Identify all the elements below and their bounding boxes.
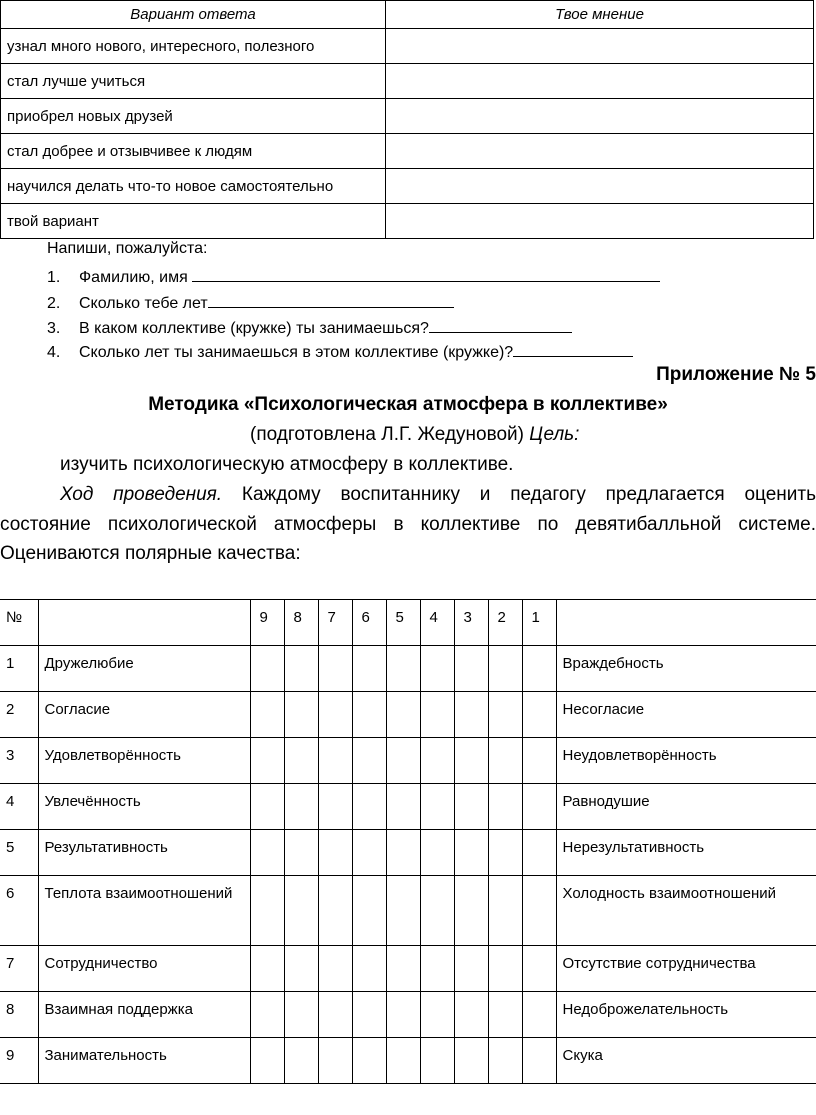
answers-row bbox=[1, 99, 814, 134]
rating-row bbox=[0, 1038, 816, 1084]
question-text: Фамилию, имя bbox=[79, 269, 193, 286]
score-cell[interactable] bbox=[420, 830, 454, 876]
score-header: 1 bbox=[522, 600, 556, 646]
score-cell[interactable] bbox=[318, 946, 352, 992]
score-cell[interactable] bbox=[522, 876, 556, 946]
positive-quality: Сотрудничество bbox=[38, 946, 250, 992]
score-cell[interactable] bbox=[318, 876, 352, 946]
question-item bbox=[47, 341, 633, 362]
score-cell[interactable] bbox=[454, 876, 488, 946]
answer-option: стал лучше учиться bbox=[1, 64, 386, 99]
negative-quality: Отсутствие сотрудничества bbox=[556, 946, 816, 992]
score-header: 6 bbox=[352, 600, 386, 646]
rating-row bbox=[0, 992, 816, 1038]
score-cell[interactable] bbox=[522, 738, 556, 784]
score-cell[interactable] bbox=[488, 784, 522, 830]
score-cell[interactable] bbox=[318, 692, 352, 738]
score-cell[interactable] bbox=[488, 646, 522, 692]
score-cell[interactable] bbox=[318, 1038, 352, 1084]
score-cell[interactable] bbox=[454, 946, 488, 992]
procedure-text-2: состояние психологической атмосферы в коллективе по девятибалльной системе. bbox=[0, 514, 816, 535]
score-cell[interactable] bbox=[386, 830, 420, 876]
score-cell[interactable] bbox=[386, 992, 420, 1038]
rating-row bbox=[0, 830, 816, 876]
rating-table bbox=[0, 599, 816, 1084]
rating-row bbox=[0, 876, 816, 946]
score-cell[interactable] bbox=[352, 692, 386, 738]
score-cell[interactable] bbox=[352, 946, 386, 992]
method-prepared-by bbox=[250, 424, 579, 446]
opinion-cell[interactable] bbox=[386, 99, 814, 134]
score-cell[interactable] bbox=[454, 784, 488, 830]
score-cell[interactable] bbox=[250, 784, 284, 830]
score-cell[interactable] bbox=[522, 784, 556, 830]
score-cell[interactable] bbox=[284, 1038, 318, 1084]
score-cell[interactable] bbox=[454, 738, 488, 784]
score-cell[interactable] bbox=[420, 1038, 454, 1084]
answers-header-row bbox=[1, 1, 814, 29]
score-cell[interactable] bbox=[488, 992, 522, 1038]
score-header: 8 bbox=[284, 600, 318, 646]
score-cell[interactable] bbox=[284, 692, 318, 738]
positive-header bbox=[38, 600, 250, 646]
answer-option: научился делать что-то новое самостоятельно bbox=[1, 169, 386, 204]
score-cell[interactable] bbox=[420, 784, 454, 830]
positive-quality: Результативность bbox=[38, 830, 250, 876]
negative-quality: Нерезультативность bbox=[556, 830, 816, 876]
score-cell[interactable] bbox=[284, 992, 318, 1038]
positive-quality: Согласие bbox=[38, 692, 250, 738]
score-cell[interactable] bbox=[454, 830, 488, 876]
score-cell[interactable] bbox=[386, 876, 420, 946]
score-cell[interactable] bbox=[454, 1038, 488, 1084]
negative-header bbox=[556, 600, 816, 646]
score-cell[interactable] bbox=[352, 1038, 386, 1084]
rating-header-row bbox=[0, 600, 816, 646]
answers-row bbox=[1, 134, 814, 169]
score-header: 5 bbox=[386, 600, 420, 646]
negative-quality: Равнодушие bbox=[556, 784, 816, 830]
positive-quality: Дружелюбие bbox=[38, 646, 250, 692]
score-cell[interactable] bbox=[488, 946, 522, 992]
rating-row bbox=[0, 692, 816, 738]
appendix-heading: Приложение № 5 bbox=[656, 364, 816, 385]
score-cell[interactable] bbox=[454, 692, 488, 738]
positive-quality: Увлечённость bbox=[38, 784, 250, 830]
method-title: Методика «Психологическая атмосфера в коллективе» bbox=[148, 394, 668, 415]
row-number: 4 bbox=[0, 784, 38, 830]
opinion-cell[interactable] bbox=[386, 169, 814, 204]
negative-quality: Холодность взаимоотношений bbox=[556, 876, 816, 946]
score-cell[interactable] bbox=[488, 830, 522, 876]
score-cell[interactable] bbox=[318, 738, 352, 784]
score-cell[interactable] bbox=[250, 946, 284, 992]
question-item bbox=[47, 317, 572, 338]
score-cell[interactable] bbox=[420, 992, 454, 1038]
opinion-cell[interactable] bbox=[386, 134, 814, 169]
score-cell[interactable] bbox=[284, 946, 318, 992]
score-cell[interactable] bbox=[250, 738, 284, 784]
score-cell[interactable] bbox=[522, 946, 556, 992]
score-cell[interactable] bbox=[386, 784, 420, 830]
score-cell[interactable] bbox=[352, 992, 386, 1038]
answers-row bbox=[1, 64, 814, 99]
score-header: 7 bbox=[318, 600, 352, 646]
rating-row bbox=[0, 646, 816, 692]
procedure-label: Ход проведения. bbox=[60, 484, 223, 505]
question-text: В каком коллективе (кружке) ты занимаешься? bbox=[79, 320, 429, 337]
question-item bbox=[47, 292, 454, 313]
score-cell[interactable] bbox=[420, 738, 454, 784]
row-number: 5 bbox=[0, 830, 38, 876]
score-cell[interactable] bbox=[488, 692, 522, 738]
opinion-cell[interactable] bbox=[386, 64, 814, 99]
answers-header-opinion: Твое мнение bbox=[386, 1, 814, 29]
positive-quality: Удовлетворённость bbox=[38, 738, 250, 784]
negative-quality: Скука bbox=[556, 1038, 816, 1084]
score-cell[interactable] bbox=[386, 646, 420, 692]
score-cell[interactable] bbox=[284, 876, 318, 946]
score-cell[interactable] bbox=[488, 1038, 522, 1084]
row-number: 9 bbox=[0, 1038, 38, 1084]
score-header: 9 bbox=[250, 600, 284, 646]
score-cell[interactable] bbox=[250, 830, 284, 876]
answer-blank[interactable] bbox=[192, 266, 660, 282]
score-cell[interactable] bbox=[250, 692, 284, 738]
answers-table bbox=[0, 0, 814, 239]
score-cell[interactable] bbox=[488, 876, 522, 946]
score-cell[interactable] bbox=[454, 646, 488, 692]
row-number: 2 bbox=[0, 692, 38, 738]
positive-quality: Взаимная поддержка bbox=[38, 992, 250, 1038]
score-header: 4 bbox=[420, 600, 454, 646]
positive-quality: Занимательность bbox=[38, 1038, 250, 1084]
answers-header-option: Вариант ответа bbox=[1, 1, 386, 29]
score-cell[interactable] bbox=[522, 830, 556, 876]
questions-intro: Напиши, пожалуйста: bbox=[47, 240, 208, 257]
answer-option: узнал много нового, интересного, полезного bbox=[1, 29, 386, 64]
rating-row bbox=[0, 946, 816, 992]
score-cell[interactable] bbox=[318, 830, 352, 876]
question-text: Сколько лет ты занимаешься в этом коллективе (кружке)? bbox=[79, 344, 514, 361]
answer-blank[interactable] bbox=[208, 292, 454, 308]
row-number: 3 bbox=[0, 738, 38, 784]
procedure-line bbox=[0, 484, 816, 506]
score-cell[interactable] bbox=[352, 876, 386, 946]
question-number: 2. bbox=[47, 295, 61, 312]
answers-row bbox=[1, 204, 814, 239]
negative-quality: Враждебность bbox=[556, 646, 816, 692]
score-cell[interactable] bbox=[318, 646, 352, 692]
score-header: 3 bbox=[454, 600, 488, 646]
score-cell[interactable] bbox=[386, 946, 420, 992]
procedure-text-1: Каждому воспитаннику и педагогу предлагается оценить bbox=[222, 484, 816, 505]
rating-row bbox=[0, 738, 816, 784]
score-cell[interactable] bbox=[284, 784, 318, 830]
opinion-cell[interactable] bbox=[386, 29, 814, 64]
answer-option: стал добрее и отзывчивее к людям bbox=[1, 134, 386, 169]
procedure-text-3: Оцениваются полярные качества: bbox=[0, 543, 301, 564]
question-item bbox=[47, 266, 660, 287]
score-cell[interactable] bbox=[250, 1038, 284, 1084]
score-cell[interactable] bbox=[352, 784, 386, 830]
answers-row bbox=[1, 169, 814, 204]
row-number: 1 bbox=[0, 646, 38, 692]
answer-option: приобрел новых друзей bbox=[1, 99, 386, 134]
score-cell[interactable] bbox=[522, 992, 556, 1038]
prepared-by-text: (подготовлена Л.Г. Жедуновой) bbox=[250, 424, 530, 445]
negative-quality: Несогласие bbox=[556, 692, 816, 738]
score-cell[interactable] bbox=[522, 692, 556, 738]
answer-blank[interactable] bbox=[513, 341, 633, 357]
question-number: 3. bbox=[47, 320, 61, 337]
score-cell[interactable] bbox=[386, 692, 420, 738]
answers-row bbox=[1, 29, 814, 64]
row-number: 6 bbox=[0, 876, 38, 946]
negative-quality: Недоброжелательность bbox=[556, 992, 816, 1038]
question-number: 4. bbox=[47, 344, 61, 361]
score-cell[interactable] bbox=[284, 830, 318, 876]
score-cell[interactable] bbox=[420, 646, 454, 692]
answer-option: твой вариант bbox=[1, 204, 386, 239]
score-cell[interactable] bbox=[352, 646, 386, 692]
score-cell[interactable] bbox=[250, 876, 284, 946]
row-number: 8 bbox=[0, 992, 38, 1038]
score-cell[interactable] bbox=[522, 646, 556, 692]
goal-label: Цель: bbox=[529, 424, 580, 445]
score-cell[interactable] bbox=[318, 992, 352, 1038]
score-cell[interactable] bbox=[352, 830, 386, 876]
score-cell[interactable] bbox=[250, 646, 284, 692]
opinion-cell[interactable] bbox=[386, 204, 814, 239]
num-header: № bbox=[0, 600, 38, 646]
score-cell[interactable] bbox=[386, 1038, 420, 1084]
score-cell[interactable] bbox=[420, 876, 454, 946]
score-cell[interactable] bbox=[250, 992, 284, 1038]
goal-text: изучить психологическую атмосферу в коллективе. bbox=[60, 454, 514, 475]
score-cell[interactable] bbox=[352, 738, 386, 784]
question-text: Сколько тебе лет bbox=[79, 295, 208, 312]
answer-blank[interactable] bbox=[429, 317, 572, 333]
score-cell[interactable] bbox=[488, 738, 522, 784]
score-cell[interactable] bbox=[522, 1038, 556, 1084]
row-number: 7 bbox=[0, 946, 38, 992]
score-cell[interactable] bbox=[454, 992, 488, 1038]
score-cell[interactable] bbox=[386, 738, 420, 784]
score-cell[interactable] bbox=[420, 946, 454, 992]
negative-quality: Неудовлетворённость bbox=[556, 738, 816, 784]
positive-quality: Теплота взаимоотношений bbox=[38, 876, 250, 946]
score-cell[interactable] bbox=[420, 692, 454, 738]
rating-row bbox=[0, 784, 816, 830]
question-number: 1. bbox=[47, 269, 61, 286]
score-cell[interactable] bbox=[284, 738, 318, 784]
score-cell[interactable] bbox=[318, 784, 352, 830]
score-header: 2 bbox=[488, 600, 522, 646]
score-cell[interactable] bbox=[284, 646, 318, 692]
